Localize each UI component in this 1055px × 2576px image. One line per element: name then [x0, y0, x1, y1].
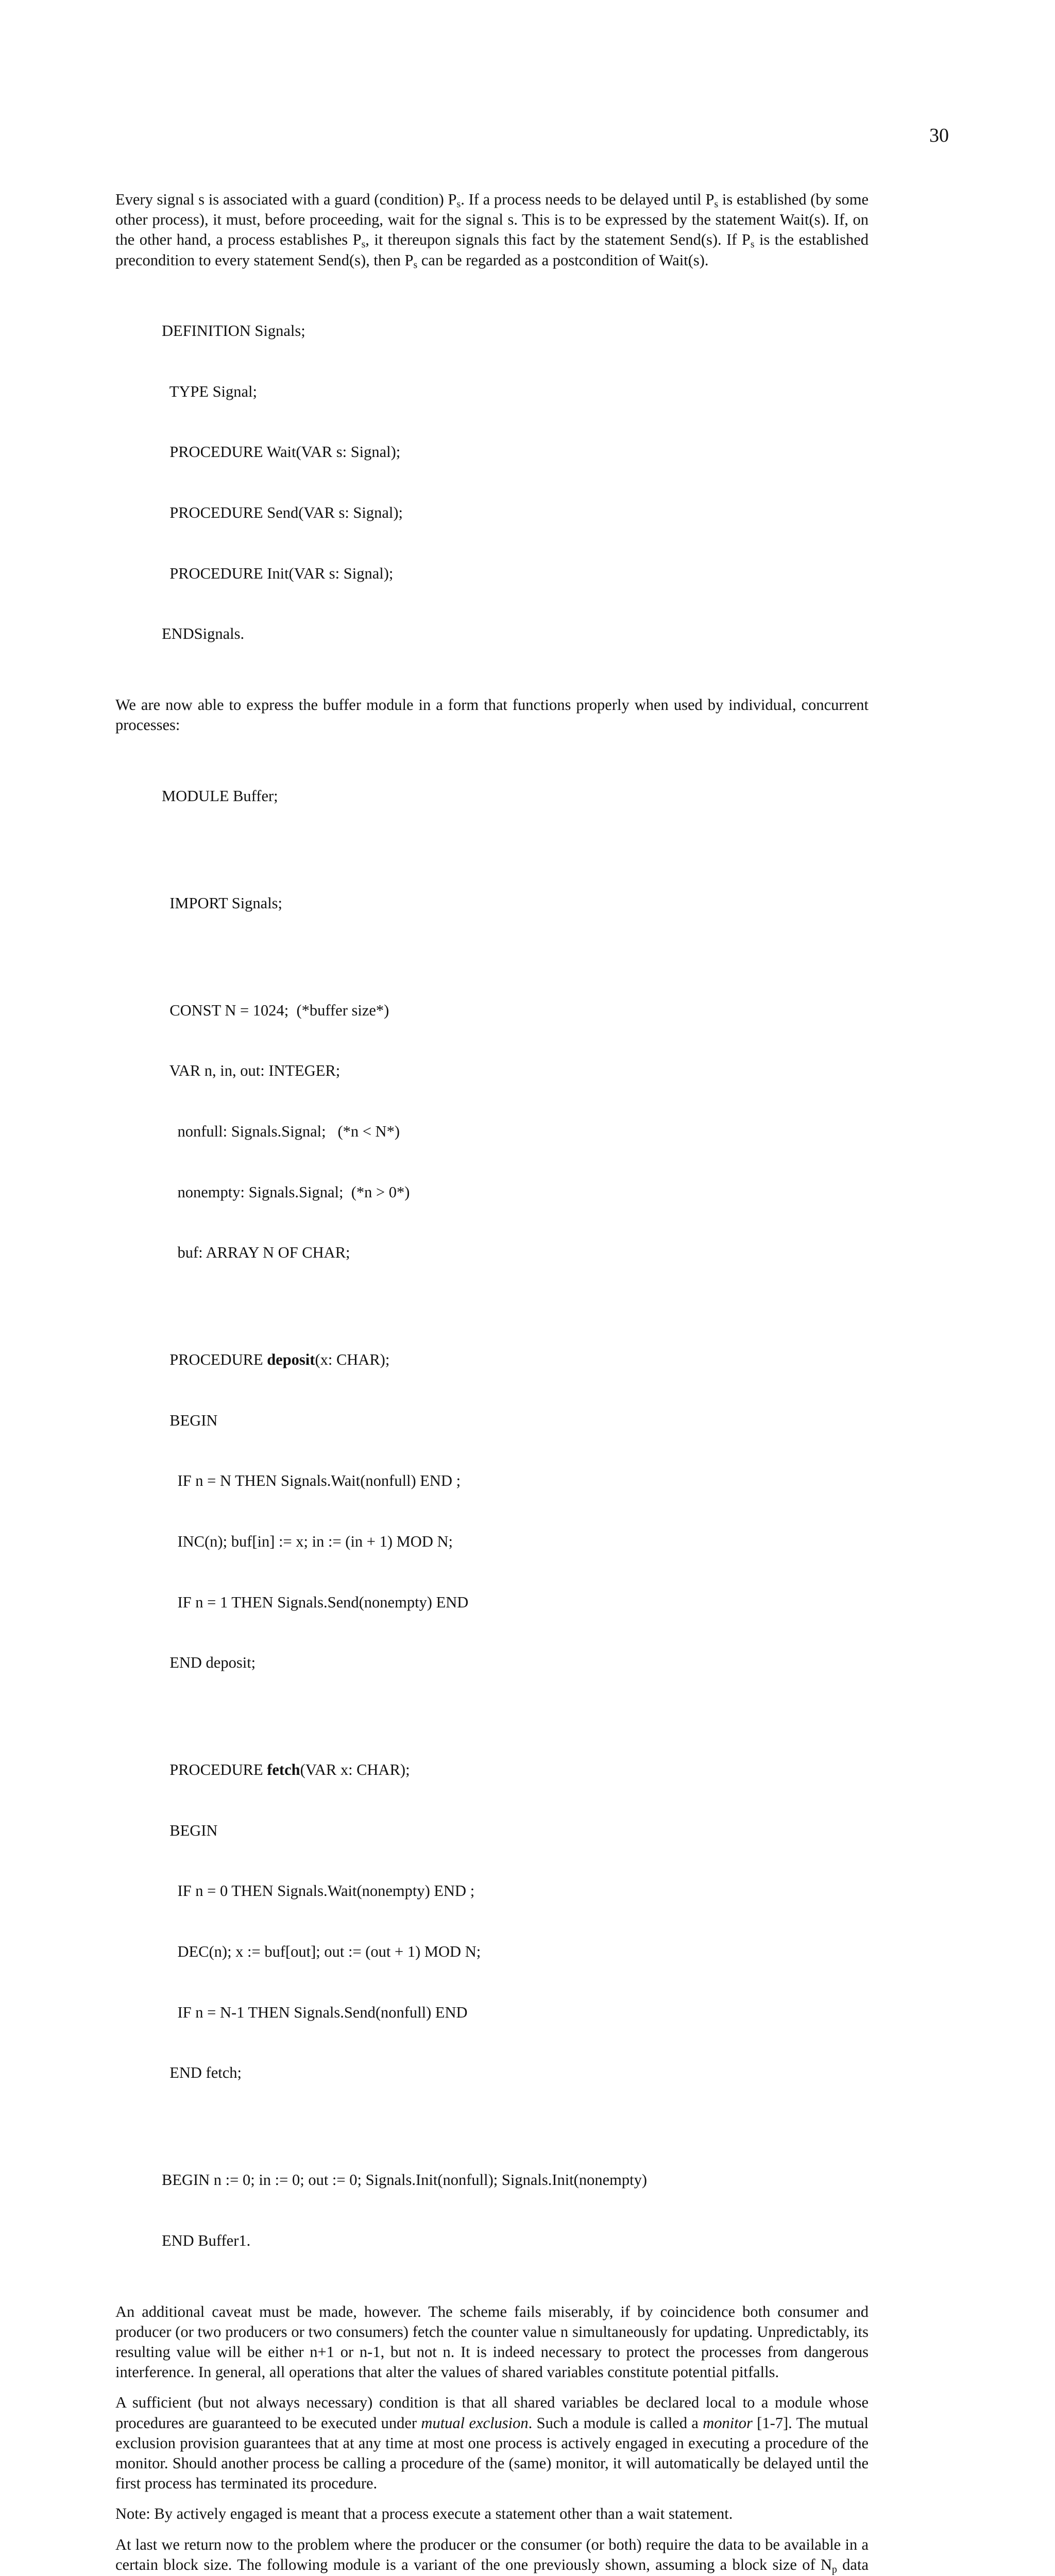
code-block-buffer-module: [162, 745, 869, 2291]
code-line: ENDSignals.: [162, 625, 245, 643]
paragraph-block-size: At last we return now to the problem where the producer or the consumer (or both) require the data to be available in a certain block size. The following module is a variant of the one previously shown, assuming a block size of $N_p$ data: [115, 2535, 869, 2575]
code-line: IF n = N THEN Signals.Wait(nonfull) END ;: [162, 1472, 461, 1490]
code-line: PROCEDURE Wait(VAR s: Signal);: [162, 443, 401, 461]
code-line: BEGIN n := 0; in := 0; out := 0; Signals.Init(nonfull); Signals.Init(nonempty): [162, 2171, 647, 2189]
code-line: PROCEDURE Init(VAR s: Signal);: [162, 564, 394, 582]
code-line: buf: ARRAY N OF CHAR;: [162, 1244, 350, 1262]
code-line: IF n = 0 THEN Signals.Wait(nonempty) END ;: [162, 1882, 475, 1900]
procedure-name-fetch: fetch: [267, 1761, 300, 1779]
code-line: INC(n); buf[in] := x; in := (in + 1) MOD N;: [162, 1533, 453, 1550]
code-line: BEGIN: [162, 1821, 218, 1839]
paragraph-caveat: An additional caveat must be made, however. The scheme fails miserably, if by coincidence both consumer and producer (or two producers or two consumers) fetch the counter value n simultaneously for updating. Unpredictably, its resulting value will be either n+1 or n-1, but not n. It is indeed necessary to protect the processes from dangerous interference. In general, all operations that alter the values of shared variables constitute potential pitfalls.: [115, 2302, 869, 2381]
code-line: TYPE Signal;: [162, 382, 257, 400]
code-line: PROCEDURE Send(VAR s: Signal);: [162, 504, 403, 522]
paragraph-note: Note: By actively engaged is meant that a process execute a statement other than a wait statement.: [115, 2505, 733, 2523]
code-line: nonfull: Signals.Signal; (*n < N*): [162, 1122, 400, 1140]
code-line: END deposit;: [162, 1654, 256, 1672]
page-number: 30: [929, 125, 949, 146]
procedure-name-deposit: deposit: [267, 1351, 315, 1369]
code-line: VAR n, in, out: INTEGER;: [162, 1062, 341, 1080]
code-line: MODULE Buffer;: [162, 787, 278, 805]
code-line-deposit-header: PROCEDURE deposit(x: CHAR);: [162, 1351, 390, 1369]
code-line: DEFINITION Signals;: [162, 322, 305, 340]
code-line: END fetch;: [162, 2064, 242, 2082]
paragraph-buffer-intro: We are now able to express the buffer module in a form that functions properly when used by individual, concurrent processes:: [115, 696, 869, 734]
code-line: IF n = 1 THEN Signals.Send(nonempty) END: [162, 1593, 469, 1611]
code-line: IF n = N-1 THEN Signals.Send(nonfull) END: [162, 2003, 468, 2021]
paragraph-monitor: A sufficient (but not always necessary) condition is that all shared variables be declared local to a module whose procedures are guaranteed to be executed under mutual exclusion. Such a module is called a monitor [1-7]. The mutual exclusion provision guarantees that at any time at most one process is actively engaged in executing a procedure of the monitor. Should another process be calling a procedure of the (same) monitor, it will automatically be delayed until the first process has terminated its procedure.: [115, 2394, 869, 2493]
code-line: CONST N = 1024; (*buffer size*): [162, 1001, 389, 1019]
code-line-fetch-header: PROCEDURE fetch(VAR x: CHAR);: [162, 1761, 410, 1779]
document-body: [115, 190, 869, 2576]
code-block-signals-definition: [162, 281, 869, 685]
code-line: nonempty: Signals.Signal; (*n > 0*): [162, 1183, 410, 1201]
code-line: END Buffer1.: [162, 2231, 251, 2249]
code-line: DEC(n); x := buf[out]; out := (out + 1) MOD N;: [162, 1943, 481, 1961]
paragraph-signals-intro: Every signal s is associated with a guard (condition) $P_s$. If a process needs to be delayed until $P_s$ is established (by some other process), it must, before proceeding, wait for the signal s. This is to be expressed by the statement Wait(s). If, on the other hand, a process establishes $P_s$, it thereupon signals this fact by the statement Send(s). If $P_s$ is the established precondition to every statement Send(s), then $P_s$ can be regarded as a postcondition of Wait(s).: [115, 191, 869, 271]
code-line: IMPORT Signals;: [162, 894, 283, 912]
code-line: BEGIN: [162, 1411, 218, 1429]
